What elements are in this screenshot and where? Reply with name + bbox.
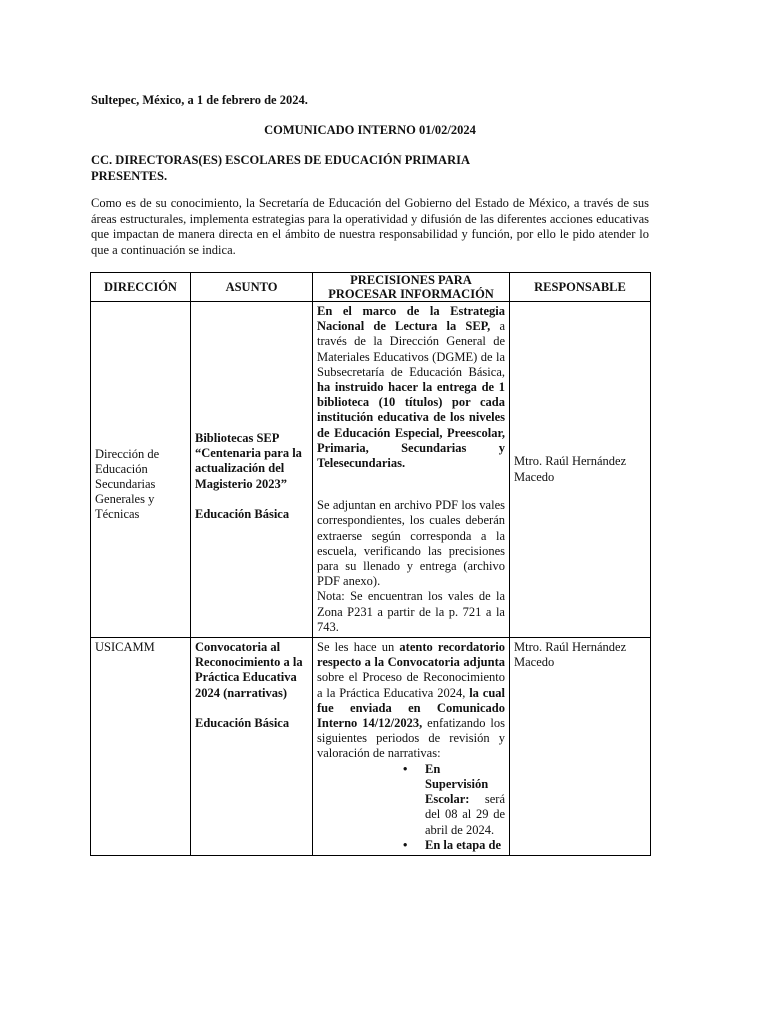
row1-direccion: Dirección de Educación Secundarias Generales y Técnicas xyxy=(91,302,191,638)
addressee-line-1: CC. DIRECTORAS(ES) ESCOLARES DE EDUCACIÓN PRIMARIA xyxy=(91,153,470,167)
header-asunto: ASUNTO xyxy=(191,273,313,302)
row1-note: Nota: Se encuentran los vales de la Zona P231 a partir de la p. 721 a la 743. xyxy=(317,589,505,634)
row1-asunto xyxy=(191,302,313,638)
row2-asunto xyxy=(191,638,313,856)
row1-asunto-title: Bibliotecas SEP “Centenaria para la actualización del Magisterio 2023” xyxy=(195,431,302,491)
table-row xyxy=(91,302,651,638)
table-header-row xyxy=(91,273,651,302)
header-precisiones: PRECISIONES PARA PROCESAR INFORMACIÓN xyxy=(313,273,510,302)
addressee xyxy=(91,153,591,184)
review-periods-list xyxy=(317,762,505,853)
addressee-line-2: PRESENTES. xyxy=(91,168,168,183)
intro-paragraph: Como es de su conocimiento, la Secretaría de Educación del Gobierno del Estado de México, a través de sus áreas estructurales, implementa estrategias para la operatividad y difusión de las diferentes acciones educativas que impactan de manera directa en el ámbito de nuestra responsabilidad y función, por ello le pido atender lo que a continuación se indica. xyxy=(91,196,649,257)
row2-asunto-title: Convocatoria al Reconocimiento a la Práctica Educativa 2024 (narrativas) xyxy=(195,640,303,700)
instructions-table xyxy=(90,272,651,856)
row2-paragraph: Se les hace un atento recordatorio respecto a la Convocatoria adjunta sobre el Proceso de Reconocimiento a la Práctica Educativa 2024, la cual fue enviada en Comunicado Interno 14/12/2023, enfatizando los siguientes periodos de revisión y valoración de narrativas: xyxy=(317,640,505,761)
row2-precisiones xyxy=(313,638,510,856)
place-date: Sultepec, México, a 1 de febrero de 2024. xyxy=(91,93,308,107)
header-direccion: DIRECCIÓN xyxy=(91,273,191,302)
row1-paragraph-1: En el marco de la Estrategia Nacional de Lectura la SEP, a través de la Dirección General de Materiales Educativos (DGME) de la Subsecretaría de Educación Básica, ha instruido hacer la entrega de 1 biblioteca (10 títulos) por cada institución educativa de los niveles de Educación Especial, Preescolar, Primaria, Secundarias y Telesecundarias. xyxy=(317,304,505,471)
row2-asunto-level: Educación Básica xyxy=(195,715,290,730)
row1-paragraph-2: Se adjuntan en archivo PDF los vales correspondientes, los cuales deberán extraerse según corresponda a la escuela, verificando las precisiones para su llenado y entrega (archivo PDF anexo). xyxy=(317,498,505,589)
row2-direccion: USICAMM xyxy=(91,638,191,856)
memo-title: COMUNICADO INTERNO 01/02/2024 xyxy=(264,123,476,137)
row1-responsable: Mtro. Raúl Hernández Macedo xyxy=(510,302,651,638)
list-item: • En Supervisión Escolar: será del 08 al 29 de abril de 2024. xyxy=(425,762,505,838)
row2-responsable: Mtro. Raúl Hernández Macedo xyxy=(510,638,651,856)
list-item: • En la etapa de xyxy=(425,838,505,853)
row1-precisiones xyxy=(313,302,510,638)
header-responsable: RESPONSABLE xyxy=(510,273,651,302)
row1-asunto-level: Educación Básica xyxy=(195,506,290,521)
table-row xyxy=(91,638,651,856)
